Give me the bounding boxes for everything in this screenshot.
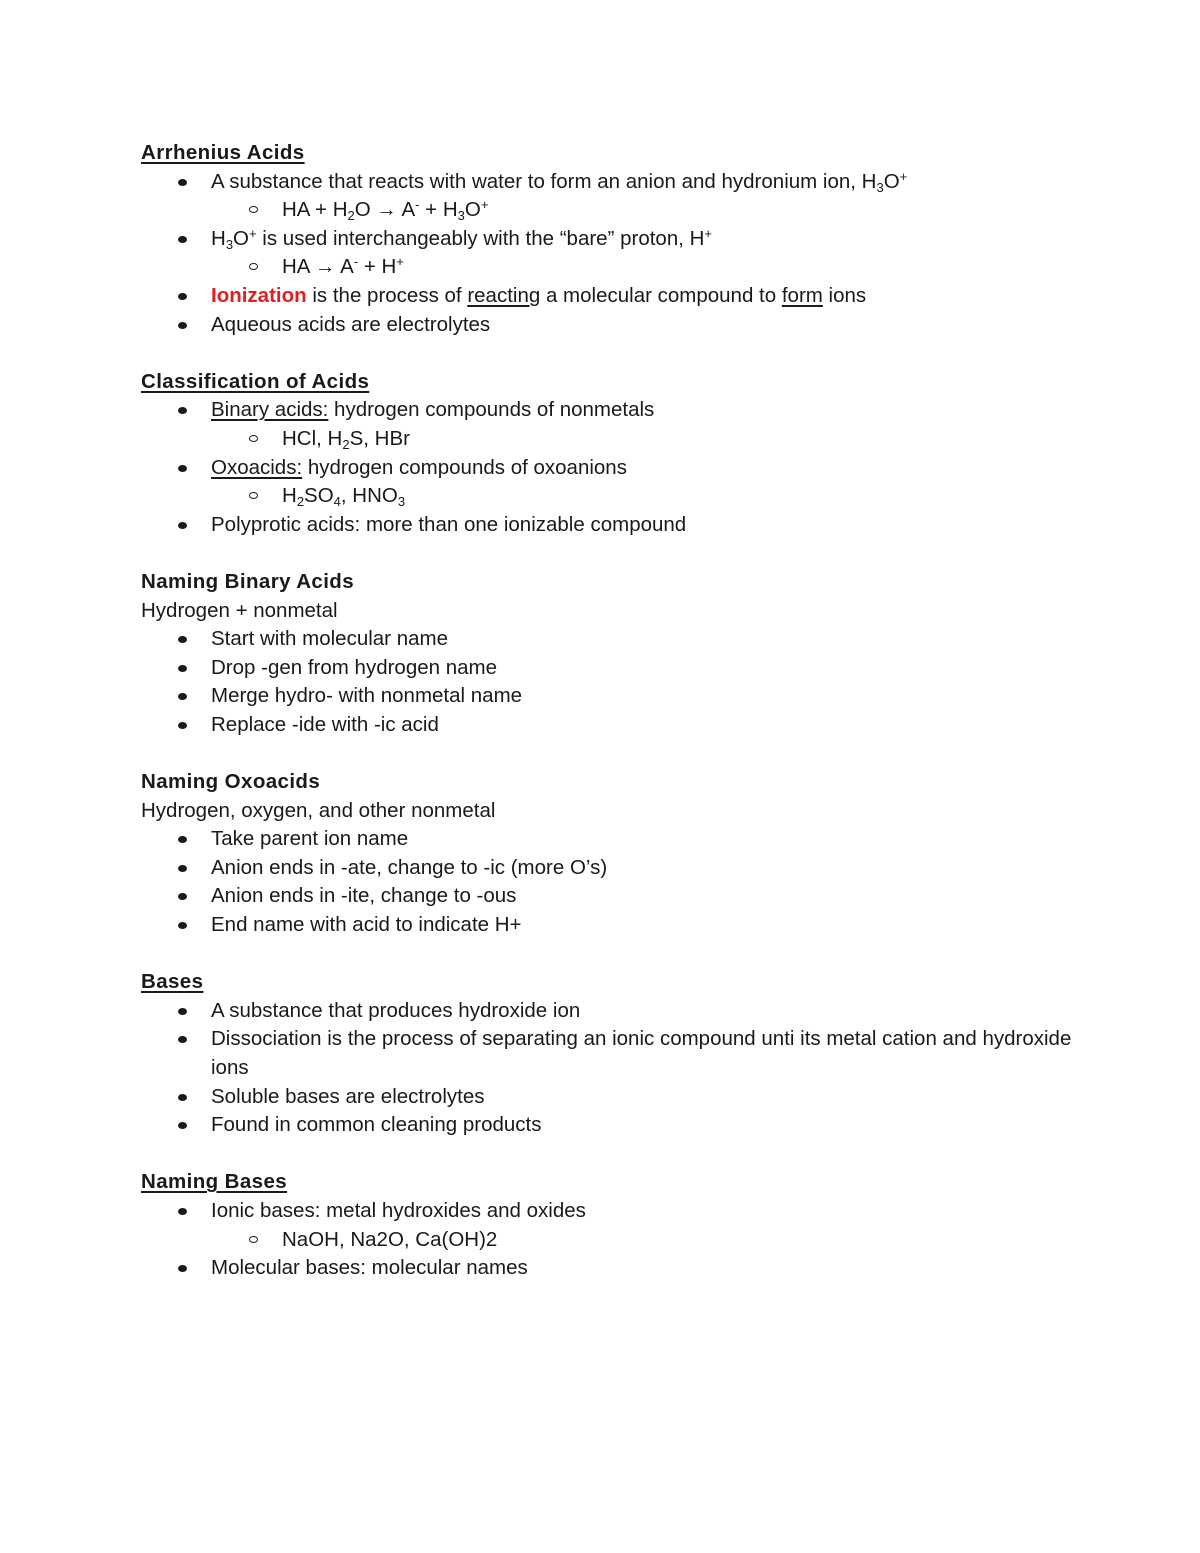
bullet-circle-icon <box>249 435 258 442</box>
item-text: + H <box>419 198 458 222</box>
sub-list <box>211 425 1101 454</box>
item-text: Found in common cleaning products <box>211 1113 542 1137</box>
superscript: + <box>396 254 404 270</box>
list-item <box>141 168 1101 225</box>
heading-classification-of-acids: Classification of Acids <box>141 369 370 393</box>
item-text: Dissociation is the process of separating an ionic compound unti its metal cation and hydroxide ions <box>211 1027 1072 1079</box>
sub-list <box>211 1226 1101 1255</box>
item-text: hydrogen compounds of oxoanions <box>302 455 627 479</box>
list-item <box>141 454 1101 511</box>
sub-list-item <box>211 482 1101 511</box>
bullet-dot-icon <box>178 322 187 329</box>
superscript: + <box>704 225 713 241</box>
sub-list-item <box>211 1226 1101 1255</box>
sub-list-item <box>211 196 1101 225</box>
item-text: Take parent ion name <box>211 827 409 851</box>
item-text: Aqueous acids are electrolytes <box>211 312 491 336</box>
list-item <box>141 511 1101 540</box>
subscript: 2 <box>347 208 355 224</box>
item-text: H <box>282 484 297 508</box>
bullet-circle-icon <box>249 492 258 499</box>
underlined-word: form <box>781 283 823 307</box>
bullet-list <box>141 997 1101 1140</box>
bullet-circle-icon <box>249 263 258 270</box>
item-text: HA → A <box>282 255 354 279</box>
list-item <box>141 1025 1101 1082</box>
bullet-dot-icon <box>178 179 187 186</box>
item-text: End name with acid to indicate H+ <box>211 913 522 937</box>
item-text: A substance that produces hydroxide ion <box>211 998 581 1022</box>
section-arrhenius-acids <box>141 139 1101 339</box>
subscript: 2 <box>296 494 305 510</box>
bullet-list <box>141 625 1101 739</box>
bullet-dot-icon <box>178 236 187 243</box>
item-text: ions <box>822 283 867 307</box>
list-item <box>141 882 1101 911</box>
bullet-dot-icon <box>178 893 187 900</box>
item-text: Anion ends in -ite, change to -ous <box>211 884 517 908</box>
item-text: + H <box>358 255 397 279</box>
bullet-dot-icon <box>178 1265 187 1272</box>
list-item <box>141 1083 1101 1112</box>
list-item <box>141 682 1101 711</box>
heading-naming-binary-acids: Naming Binary Acids <box>141 569 355 593</box>
bullet-list <box>141 168 1101 340</box>
section-bases <box>141 968 1101 1140</box>
list-item <box>141 854 1101 883</box>
list-item <box>141 711 1101 740</box>
list-item <box>141 311 1101 340</box>
list-item <box>141 625 1101 654</box>
item-text: A substance that reacts with water to form an anion and hydronium ion, H <box>211 169 877 193</box>
list-item <box>141 396 1101 453</box>
item-text: NaOH, Na2O, Ca(OH)2 <box>282 1227 498 1251</box>
section-classification-of-acids <box>141 368 1101 540</box>
item-text: O → A <box>354 198 416 222</box>
list-item <box>141 654 1101 683</box>
item-text: a molecular compound to <box>540 283 782 307</box>
item-text: SO <box>304 484 334 508</box>
underlined-label: Binary acids: <box>211 398 329 422</box>
sub-list-item <box>211 253 1101 282</box>
item-text: Soluble bases are electrolytes <box>211 1084 485 1108</box>
subscript: 3 <box>225 236 234 252</box>
bullet-dot-icon <box>178 922 187 929</box>
heading-arrhenius-acids: Arrhenius Acids <box>141 141 305 164</box>
item-text: Start with molecular name <box>211 627 448 651</box>
list-item <box>141 997 1101 1026</box>
subscript: 3 <box>397 494 406 510</box>
highlighted-term: Ionization <box>211 283 307 307</box>
heading-naming-bases: Naming Bases <box>141 1170 288 1194</box>
superscript: - <box>415 197 420 213</box>
item-text: Molecular bases: molecular names <box>211 1256 528 1280</box>
underlined-label: Oxoacids: <box>211 455 303 479</box>
bullet-dot-icon <box>178 293 187 300</box>
section-naming-binary-acids <box>141 568 1101 740</box>
superscript: + <box>480 197 489 213</box>
bullet-dot-icon <box>178 1122 187 1129</box>
section-naming-bases <box>141 1168 1101 1282</box>
bullet-dot-icon <box>178 722 187 729</box>
bullet-dot-icon <box>178 1208 187 1215</box>
sub-list <box>211 196 1101 225</box>
item-text: HCl, H <box>282 426 343 450</box>
bullet-circle-icon <box>249 1236 258 1243</box>
heading-naming-oxoacids: Naming Oxoacids <box>141 770 321 794</box>
superscript: + <box>249 225 257 241</box>
item-text: is the process of <box>306 283 468 307</box>
item-text: Anion ends in -ate, change to -ic (more O’s) <box>211 855 608 879</box>
subscript: 3 <box>457 208 465 224</box>
bullet-dot-icon <box>178 407 187 414</box>
list-item <box>141 1254 1101 1283</box>
item-text: Polyprotic acids: more than one ionizable compound <box>211 512 687 536</box>
bullet-list <box>141 396 1101 539</box>
list-item <box>141 1197 1101 1254</box>
document-page <box>141 139 1101 1283</box>
underlined-word: reacting <box>467 283 541 307</box>
bullet-circle-icon <box>249 206 258 213</box>
bullet-list <box>141 825 1101 939</box>
subscript: 2 <box>342 436 350 452</box>
item-text: O <box>233 226 249 250</box>
sub-list <box>211 482 1101 511</box>
item-text: Ionic bases: metal hydroxides and oxides <box>211 1198 586 1222</box>
bullet-dot-icon <box>178 1036 187 1043</box>
intro-text: Hydrogen + nonmetal <box>141 598 338 622</box>
item-text: H <box>211 226 226 250</box>
item-text: Drop -gen from hydrogen name <box>211 655 498 679</box>
sub-list-item <box>211 425 1101 454</box>
list-item <box>141 282 1101 311</box>
item-text: O <box>883 169 900 193</box>
bullet-dot-icon <box>178 522 187 529</box>
superscript: - <box>353 254 359 270</box>
item-text: O <box>464 198 481 222</box>
item-text: Replace -ide with -ic acid <box>211 712 439 736</box>
subscript: 3 <box>876 179 884 195</box>
sub-list <box>211 253 1101 282</box>
list-item <box>141 911 1101 940</box>
bullet-dot-icon <box>178 1094 187 1101</box>
intro-text: Hydrogen, oxygen, and other nonmetal <box>141 798 496 822</box>
item-text: S, HBr <box>349 426 410 450</box>
list-item <box>141 225 1101 282</box>
bullet-dot-icon <box>178 665 187 672</box>
item-text: hydrogen compounds of nonmetals <box>328 398 655 422</box>
bullet-dot-icon <box>178 865 187 872</box>
subscript: 4 <box>333 494 341 510</box>
bullet-dot-icon <box>178 836 187 843</box>
section-naming-oxoacids <box>141 768 1101 940</box>
list-item <box>141 1111 1101 1140</box>
bullet-dot-icon <box>178 636 187 643</box>
item-text: , HNO <box>340 484 398 508</box>
heading-bases: Bases <box>141 970 204 994</box>
item-text: Merge hydro- with nonmetal name <box>211 684 523 708</box>
list-item <box>141 825 1101 854</box>
superscript: + <box>899 168 908 184</box>
bullet-list <box>141 1197 1101 1283</box>
bullet-dot-icon <box>178 693 187 700</box>
item-text: is used interchangeably with the “bare” proton, H <box>256 226 705 250</box>
item-text: HA + H <box>282 198 348 222</box>
bullet-dot-icon <box>178 465 187 472</box>
bullet-dot-icon <box>178 1008 187 1015</box>
